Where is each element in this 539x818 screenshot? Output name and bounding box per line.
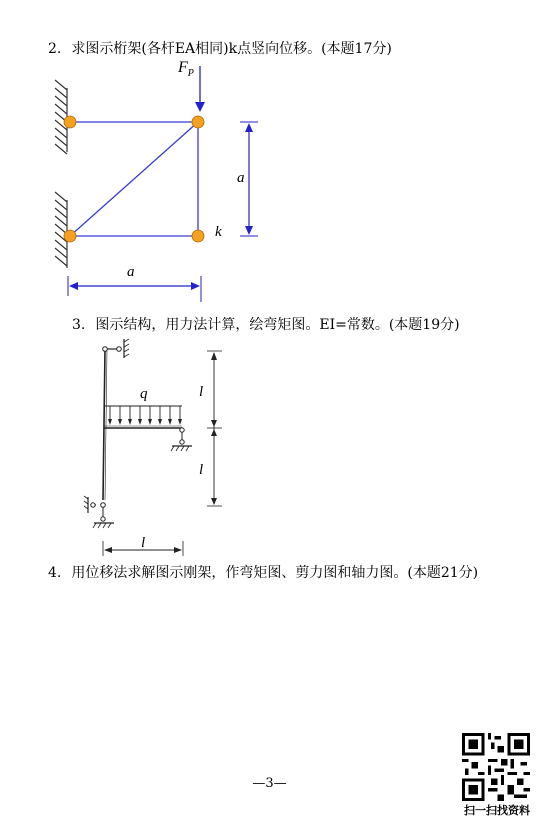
question-2 <box>48 38 392 58</box>
truss-members <box>70 122 198 236</box>
question-4 <box>48 562 478 582</box>
wall-support-lower <box>55 192 67 268</box>
question-number: 3. <box>72 317 86 333</box>
member-diagonal <box>70 122 198 236</box>
dim-bottom-label: l <box>141 535 146 551</box>
qr-code <box>460 733 532 801</box>
joint-k <box>192 230 204 242</box>
frame-column <box>103 349 105 500</box>
joint-lower-left <box>64 230 76 242</box>
horizontal-dimension <box>103 541 183 556</box>
load-label: $F_P$ <box>178 59 194 79</box>
height-dimension <box>240 122 258 236</box>
question-text: 求图示桁架(各杆EA相同)k点竖向位移。(本题17分) <box>71 41 392 57</box>
question-text: 图示结构，用力法计算，绘弯矩图。EI=常数。(本题19分) <box>95 317 460 333</box>
question-text: 用位移法求解图示刚架，作弯矩图、剪力图和轴力图。(本题21分) <box>71 565 479 581</box>
page-number: —3— <box>252 776 287 791</box>
qr-caption: 扫一扫找资料 <box>464 804 530 817</box>
joint-upper-left <box>64 116 76 128</box>
width-label: a <box>127 264 135 280</box>
joint-upper-right <box>192 116 204 128</box>
height-label: a <box>237 170 245 186</box>
truss-joints <box>64 116 204 242</box>
distributed-load <box>104 406 182 425</box>
frame-figure <box>84 339 192 528</box>
node-label-k: k <box>215 224 222 240</box>
question-number: 2. <box>48 41 62 57</box>
dim-upper-label: l <box>199 384 204 400</box>
wall-support-upper <box>55 80 67 154</box>
load-q-label: q <box>140 386 148 402</box>
dim-lower-label: l <box>199 462 204 478</box>
load-arrow <box>195 66 205 112</box>
vertical-dimension <box>207 351 222 506</box>
question-3 <box>72 314 460 334</box>
question-number: 4. <box>48 565 62 581</box>
width-dimension <box>68 276 201 302</box>
